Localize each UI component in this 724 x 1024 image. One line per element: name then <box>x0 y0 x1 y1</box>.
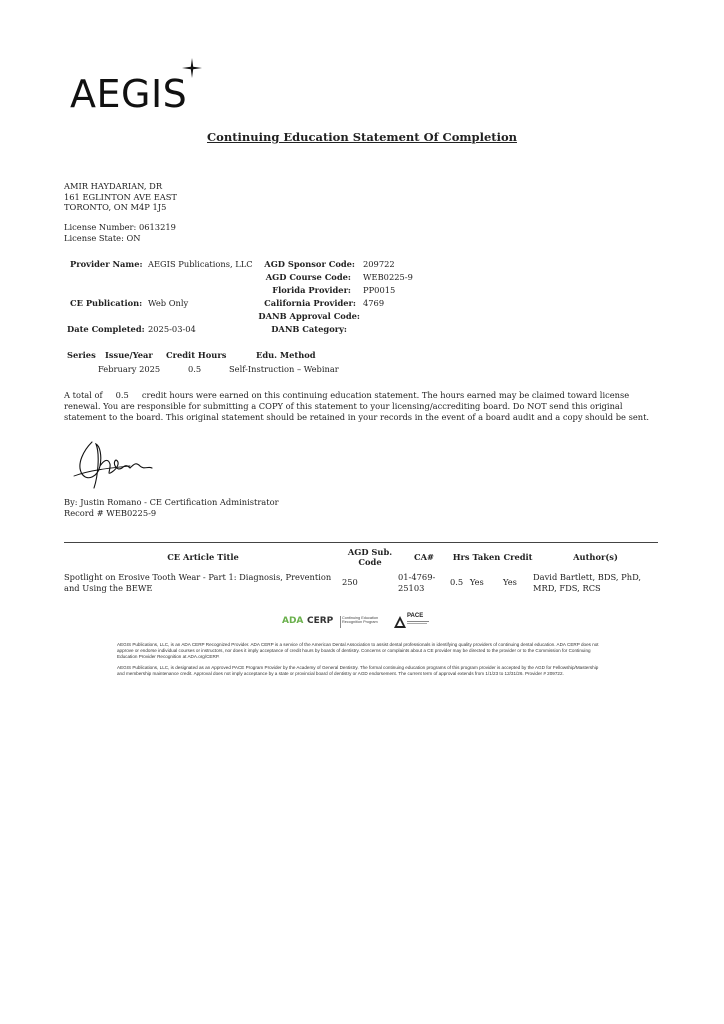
agd-sponsor-label: AGD Sponsor Code: <box>264 259 355 269</box>
article-title: Spotlight on Erosive Tooth Wear - Part 1: Diagnosis, Prevention and Using the BEWE <box>64 572 332 593</box>
signature-block <box>64 497 279 518</box>
florida-provider-label: Florida Provider: <box>272 285 351 295</box>
statement-prefix: A total of <box>64 390 103 400</box>
license-info <box>64 222 176 243</box>
ce-publication-label: CE Publication: <box>70 298 143 308</box>
recipient-street: 161 EGLINTON AVE EAST <box>64 191 177 202</box>
statement-line-1 <box>64 390 664 401</box>
ce-publication-value: Web Only <box>148 298 189 308</box>
col-hrs-taken: Hrs Taken <box>452 552 501 562</box>
page-title: Continuing Education Statement Of Completion <box>207 130 517 144</box>
logo-divider <box>340 616 341 628</box>
hrs-value: 0.5 <box>450 577 464 587</box>
col-authors: Author(s) <box>573 552 618 562</box>
table-header-row <box>64 545 658 569</box>
license-state: License State: ON <box>64 232 141 243</box>
pace-underline-2 <box>407 623 427 624</box>
col-article-title: CE Article Title <box>167 552 239 562</box>
table-divider <box>64 542 658 543</box>
table-row <box>64 569 658 593</box>
statement-paragraph <box>64 390 664 423</box>
cerp-description: Continuing Education Recognition Program <box>342 616 379 625</box>
hrs-yes: Yes <box>469 577 484 587</box>
agd-course-value: WEB0225-9 <box>363 272 413 282</box>
statement-line-2: renewal. You are responsible for submitting a COPY of this statement to your licensing/accrediting board. Do NOT send this original <box>64 401 623 411</box>
recipient-address <box>64 181 177 213</box>
aegis-logo <box>70 58 210 114</box>
series-method: Self-Instruction – Webinar <box>229 364 339 374</box>
logo-wordmark: AEGIS <box>70 72 188 116</box>
provider-name-label: Provider Name: <box>70 259 143 269</box>
issue-year-header: Issue/Year <box>105 350 153 360</box>
col-agd-sub-code: AGD Sub. Code <box>347 547 393 567</box>
pace-icon <box>394 616 406 628</box>
ca-number: 01-4769-25103 <box>398 572 436 593</box>
provider-name-value: AEGIS Publications, LLC <box>148 259 253 269</box>
signature-image <box>70 436 160 492</box>
accreditation-logos <box>282 612 442 632</box>
pace-disclaimer: AEGIS Publications, LLC, is designated as an Approved PACE Program Provider by the Academy of General Dentistry. The formal continuing education programs of this program provider is accepted by the AGD for Fellowship/Mastership and membership maintenance credit. Approval does not imply acceptance by a state or provincial board of dentistry or AGD endorsement. The current term of approval extends from 1/1/23 to 12/31/26. Provider # 209722. <box>117 665 599 676</box>
date-completed-label: Date Completed: <box>67 324 145 334</box>
pace-logo-text: PACE <box>407 613 424 619</box>
signed-by: By: Justin Romano - CE Certification Administrator <box>64 497 279 507</box>
date-completed-value: 2025-03-04 <box>148 324 196 334</box>
recipient-city: TORONTO, ON M4P 1J5 <box>64 202 167 212</box>
col-credit: Credit <box>503 552 533 562</box>
hrs-taken <box>450 569 503 593</box>
credit-value: Yes <box>503 577 517 587</box>
statement-suffix: credit hours were earned on this continuing education statement. The hours earned may be claimed toward license <box>141 390 630 400</box>
danb-approval-label: DANB Approval Code: <box>258 311 360 321</box>
recipient-name: AMIR HAYDARIAN, DR <box>64 181 163 191</box>
credit-hours-header: Credit Hours <box>166 350 227 360</box>
ada-cerp-disclaimer: AEGIS Publications, LLC, is an ADA CERP Recognized Provider. ADA CERP is a service of the American Dental Association to assist dental professionals in identifying quality providers of continuing dental education. ADA CERP does not approve or endorse individual courses or instructors, nor does it imply acceptance of credit hours by boards of dentistry. Concerns or complaints about a CE provider may be directed to the provider or to the Commission for Continuing Education Provider Recognition at ADA.org/CERP. <box>117 642 599 659</box>
ada-logo-text: ADA <box>282 616 304 626</box>
california-provider-label: California Provider: <box>264 298 356 308</box>
agd-course-label: AGD Course Code: <box>265 272 351 282</box>
sparkle-icon <box>182 58 202 78</box>
col-ca-number: CA# <box>414 552 434 562</box>
california-provider-value: 4769 <box>363 298 385 308</box>
florida-provider-value: PP0015 <box>363 285 396 295</box>
edu-method-header: Edu. Method <box>256 350 316 360</box>
statement-line-3: statement to the board. This original statement should be retained in your records in the event of a board audit and a copy should be sent. <box>64 412 650 422</box>
ce-article-table <box>64 545 658 593</box>
pace-underline <box>407 621 429 622</box>
authors-value: David Bartlett, BDS, PhD, MRD, FDS, RCS <box>533 572 642 593</box>
cerp-logo-text: CERP <box>307 616 334 626</box>
agd-sub-code: 250 <box>342 577 358 587</box>
series-credit-hours: 0.5 <box>188 364 202 374</box>
record-number: Record # WEB0225-9 <box>64 507 157 518</box>
series-issue: February 2025 <box>98 364 161 374</box>
agd-sponsor-value: 209722 <box>363 259 395 269</box>
statement-hours: 0.5 <box>115 390 129 400</box>
series-header: Series <box>67 350 96 360</box>
license-number: License Number: 0613219 <box>64 222 176 232</box>
danb-category-label: DANB Category: <box>271 324 347 334</box>
